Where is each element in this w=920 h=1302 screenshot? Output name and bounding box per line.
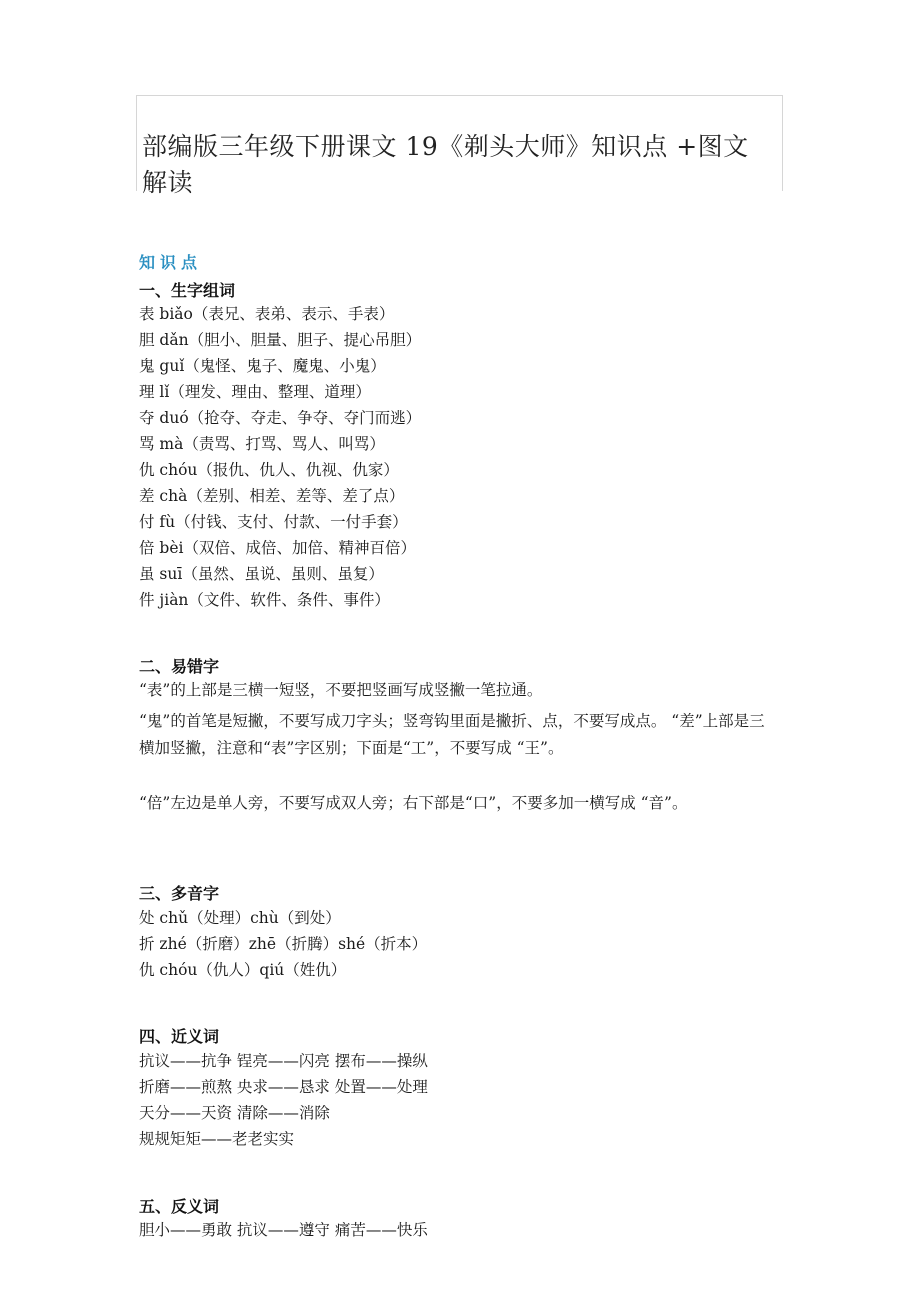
vocab-line: 骂 mà（责骂、打骂、骂人、叫骂） [139,435,385,453]
heading-antonyms: 五、反义词 [139,1197,220,1216]
section-label: 知识点 [139,253,203,272]
vocab-line: 表 biǎo（表兄、表弟、表示、手表） [139,305,395,323]
vocab-line: 胆 dǎn（胆小、胆量、胆子、提心吊胆） [139,331,422,349]
vocab-line: 件 jiàn（文件、软件、条件、事件） [139,591,390,609]
synonym-line: 折磨——煎熬 央求——恳求 处置——处理 [139,1078,428,1096]
heading-error-prone: 二、易错字 [139,657,220,676]
page-title: 部编版三年级下册课文 19《剃头大师》知识点 +图文解读 [142,132,749,197]
heading-vocab: 一、生字组词 [139,281,236,300]
vocab-line: 鬼 guǐ（鬼怪、鬼子、魔鬼、小鬼） [139,357,386,375]
vocab-line: 倍 bèi（双倍、成倍、加倍、精神百倍） [139,539,416,557]
polyphonic-line: 折 zhé（折磨）zhē（折腾）shé（折本） [139,935,428,953]
polyphonic-line: 仇 chóu（仇人）qiú（姓仇） [139,961,347,979]
error-note: “鬼”的首笔是短撇，不要写成刀字头；竖弯钩里面是撇折、点，不要写成点。 “差”上部是三横加竖撇，注意和“表”字区别；下面是“工”，不要写成 “王”。 [139,712,765,757]
heading-polyphonic: 三、多音字 [139,884,220,903]
synonym-line: 天分——天资 清除——消除 [139,1104,330,1122]
heading-synonyms: 四、近义词 [139,1027,220,1046]
error-note: “表”的上部是三横一短竖，不要把竖画写成竖撇一笔拉通。 [139,681,543,699]
synonym-line: 规规矩矩——老老实实 [139,1130,295,1148]
polyphonic-line: 处 chǔ（处理）chù（到处） [139,909,341,927]
vocab-line: 差 chà（差别、相差、差等、差了点） [139,487,405,505]
antonym-line: 胆小——勇敢 抗议——遵守 痛苦——快乐 [139,1221,428,1239]
vocab-line: 仇 chóu（报仇、仇人、仇视、仇家） [139,461,399,479]
vocab-line: 虽 suī（虽然、虽说、虽则、虽复） [139,565,384,583]
synonym-line: 抗议——抗争 锃亮——闪亮 摆布——操纵 [139,1052,428,1070]
vocab-line: 理 lǐ（理发、理由、整理、道理） [139,383,371,401]
vocab-line: 夺 duó（抢夺、夺走、争夺、夺门而逃） [139,409,422,427]
error-note: “倍”左边是单人旁，不要写成双人旁；右下部是“口”，不要多加一横写成 “音”。 [139,794,688,812]
vocab-line: 付 fù（付钱、支付、付款、一付手套） [139,513,408,531]
